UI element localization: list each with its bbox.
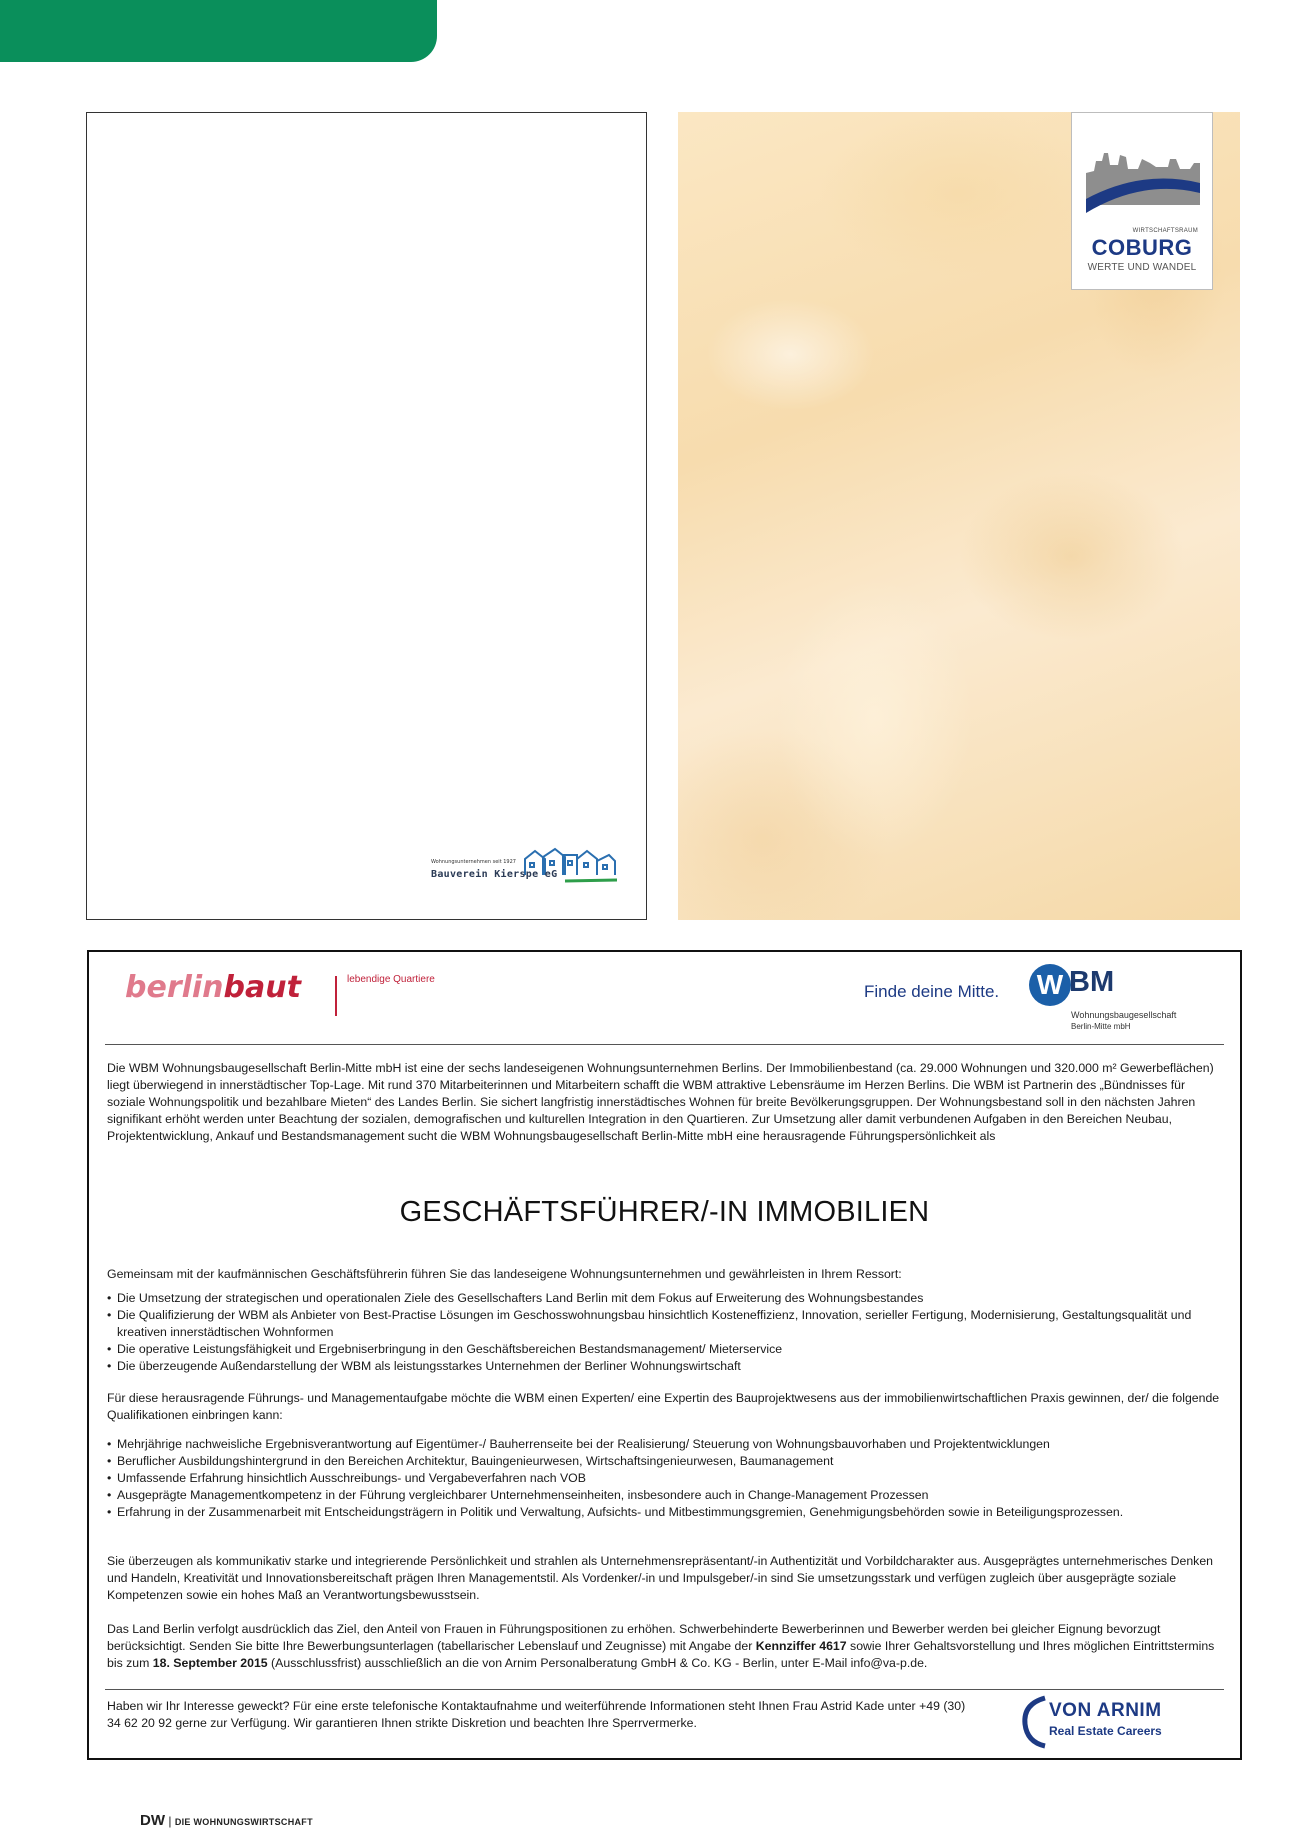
footer-dw: DW <box>140 1812 165 1829</box>
wbm-subtitle-2: Berlin-Mitte mbH <box>1071 1022 1131 1031</box>
von-arnim-subtitle: Real Estate Careers <box>1049 1724 1162 1738</box>
wbm-logo <box>1029 964 1209 1034</box>
list-item: • Die überzeugende Außendarstellung der WBM als leistungsstarkes Unternehmen der Berliner Wohnungswirtschaft <box>107 1358 1224 1375</box>
personality-paragraph: Sie überzeugen als kommunikativ starke und integrierende Persönlichkeit und strahlen als Unternehmensrepräsentant/-in Authentizität und Vorbildcharakter aus. Ausgeprägtes unternehmerisches Denken und Handeln, Kreativität und Innovationsbereitschaft prägen Ihren Managementstil. Als Vordenker/-in und Impulsgeber/-in sind Sie umsetzungsstark und verfügen zugleich über ausgeprägte soziale Kompetenzen sowie ein hohes Maß an Verantwortungsbewusstsein. <box>107 1554 1213 1602</box>
application-text-1: Das Land Berlin verfolgt ausdrücklich das Ziel, den Anteil von Frauen in Führungspositionen zu erhöhen. Schwerbehinderte Bewerberinnen und Bewerber werden bei gleicher Eignung bevorzugt berücksichtigt. Senden Sie bitte Ihre Bewerbungsunterlagen (tabellarischer Lebenslauf und Zeugnisse) mit Angabe der <box>107 1622 1161 1653</box>
list-item: • Die Qualifizierung der WBM als Anbieter von Best-Practise Lösungen im Geschosswohnungsbau hinsichtlich Kosteneffizienz, Innovation, serieller Fertigung, Modernisierung, Gestaltungsqualität und kreativen innerstädtischen Wohnformen <box>107 1307 1224 1341</box>
list-item: • Die Umsetzung der strategischen und operationalen Ziele des Gesellschafters Land Berlin mit dem Fokus auf Erweiterung des Wohnungsbestandes <box>107 1290 1224 1307</box>
list-item: • Ausgeprägte Managementkompetenz in der Führung vergleichbarer Unternehmenseinheiten, insbesondere auch in Change-Management Prozessen <box>107 1487 1224 1504</box>
footer-title: DIE WOHNUNGSWIRTSCHAFT <box>174 1817 313 1827</box>
list-item: • Die operative Leistungsfähigkeit und Ergebniserbringung in den Geschäftsbereichen Bestandsmanagement/ Mieterservice <box>107 1341 1224 1358</box>
list-item: • Beruflicher Ausbildungshintergrund in den Bereichen Architektur, Bauingenieurwesen, Wirtschaftsingenieurwesen, Baumanagement <box>107 1453 1224 1470</box>
qualifications-intro: Für diese herausragende Führungs- und Managementaufgabe möchte die WBM einen Experten/ eine Expertin des Bauprojektwesens aus der immobilienwirtschaftlichen Praxis gewinnen, der/ die folgende Qualifikationen einbringen kann: <box>107 1391 1220 1422</box>
reference-code: Kennziffer 4617 <box>755 1639 847 1653</box>
tasks-intro: Gemeinsam mit der kaufmännischen Geschäftsführerin führen Sie das landeseigene Wohnungsunternehmen und gewährleisten in Ihrem Ressort: <box>107 1267 902 1281</box>
coburg-region-label: WIRTSCHAFTSRAUM <box>1132 228 1198 234</box>
berlinbaut-divider <box>335 976 337 1016</box>
berlinbaut-tagline: lebendige Quartiere <box>347 974 435 985</box>
ad-bauverein-kierspe <box>86 112 647 920</box>
application-paragraph <box>107 1621 1224 1672</box>
coburg-logo <box>1071 112 1213 290</box>
job-ad-wbm <box>87 950 1242 1760</box>
von-arnim-name: VON ARNIM <box>1049 1700 1162 1721</box>
berlinbaut-logo <box>125 970 435 1005</box>
wbm-letters: BM <box>1069 966 1115 998</box>
section-tab <box>0 0 437 62</box>
application-text-3: (Ausschlussfrist) ausschließlich an die von Arnim Personalberatung GmbH & Co. KG - Berlin, unter E-Mail info@va-p.de. <box>267 1656 928 1670</box>
kierspe-name: Bauverein Kierspe eG <box>431 869 558 880</box>
contact-paragraph: Haben wir Ihr Interesse geweckt? Für eine erste telefonische Kontaktaufnahme und weiterführende Informationen steht Ihnen Frau Astrid Kade unter +49 (30) 34 62 20 92 gerne zur Verfügung. Wir garantieren Ihnen strikte Diskretion und beachten Ihre Sperrvermerke. <box>107 1699 966 1730</box>
divider-bottom <box>105 1689 1224 1690</box>
coburg-tagline: WERTE UND WANDEL <box>1087 262 1197 273</box>
coburg-skyline-icon <box>1072 113 1214 225</box>
list-item: • Umfassende Erfahrung hinsichtlich Ausschreibungs- und Vergabeverfahren nach VOB <box>107 1470 1224 1487</box>
von-arnim-arc-icon <box>1019 1694 1049 1750</box>
application-text-2: sowie Ihrer Gehaltsvorstellung und Ihres möglichen Eintrittstermins bis zum <box>107 1639 1215 1670</box>
kierspe-logo <box>431 845 621 901</box>
job-title: GESCHÄFTSFÜHRER/-IN IMMOBILIEN <box>399 1196 930 1228</box>
divider-top <box>105 1044 1224 1045</box>
wbm-subtitle-1: Wohnungsbaugesellschaft <box>1071 1010 1177 1020</box>
berlinbaut-part2: baut <box>223 970 301 1005</box>
wbm-initial: W <box>1029 964 1071 1006</box>
intro-paragraph: Die WBM Wohnungsbaugesellschaft Berlin-Mitte mbH ist eine der sechs landeseigenen Wohnungsunternehmen Berlins. Der Immobilienbestand (ca. 29.000 Wohnungen und 320.000 m² Gewerbeflächen) liegt überwiegend in innerstädtischer Top-Lage. Mit rund 370 Mitarbeiterinnen und Mitarbeitern schafft die WBM attraktive Lebensräume im Herzen Berlins. Die WBM ist Partnerin des „Bündnisses für soziale Wohnungspolitik und bezahlbare Mieten“ des Landes Berlin. Sie sichert langfristig innerstädtisches Wohnen für breite Bevölkerungsgruppen. Der Wohnungsbestand soll in den nächsten Jahren signifikant erhöht werden unter Beachtung der sozialen, demografischen und kulturellen Integration in den Quartieren. Zur Umsetzung aller damit verbundenen Aufgaben in den Bereichen Neubau, Projektentwicklung, Ankauf und Bestandsmanagement sucht die WBM Wohnungsbaugesellschaft Berlin-Mitte mbH eine herausragende Führungspersönlichkeit als <box>107 1061 1214 1143</box>
qualifications-list <box>107 1436 1224 1521</box>
footer-separator: | <box>168 1814 172 1828</box>
list-item: • Mehrjährige nachweisliche Ergebnisverantwortung auf Eigentümer-/ Bauherrenseite bei der Realisierung/ Steuerung von Wohnungsbauvorhaben und Projektentwicklungen <box>107 1436 1224 1453</box>
ad-wirtschaftsraum-coburg <box>678 112 1240 920</box>
slogan: Finde deine Mitte. <box>864 982 1000 1001</box>
kierspe-founded-text: Wohnungsunternehmen seit 1927 <box>431 859 516 865</box>
tasks-list <box>107 1290 1224 1375</box>
von-arnim-logo <box>1019 1694 1219 1750</box>
coburg-name: COBURG <box>1091 235 1193 260</box>
list-item: • Erfahrung in der Zusammenarbeit mit Entscheidungsträgern in Politik und Verwaltung, Aufsichts- und Mitbestimmungsgremien, Genehmigungsbehörden sowie in Beteiligungsprozessen. <box>107 1504 1224 1521</box>
deadline-date: 18. September 2015 <box>152 1656 268 1670</box>
page-footer <box>140 1812 313 1829</box>
berlinbaut-part1: berlin <box>125 970 224 1005</box>
